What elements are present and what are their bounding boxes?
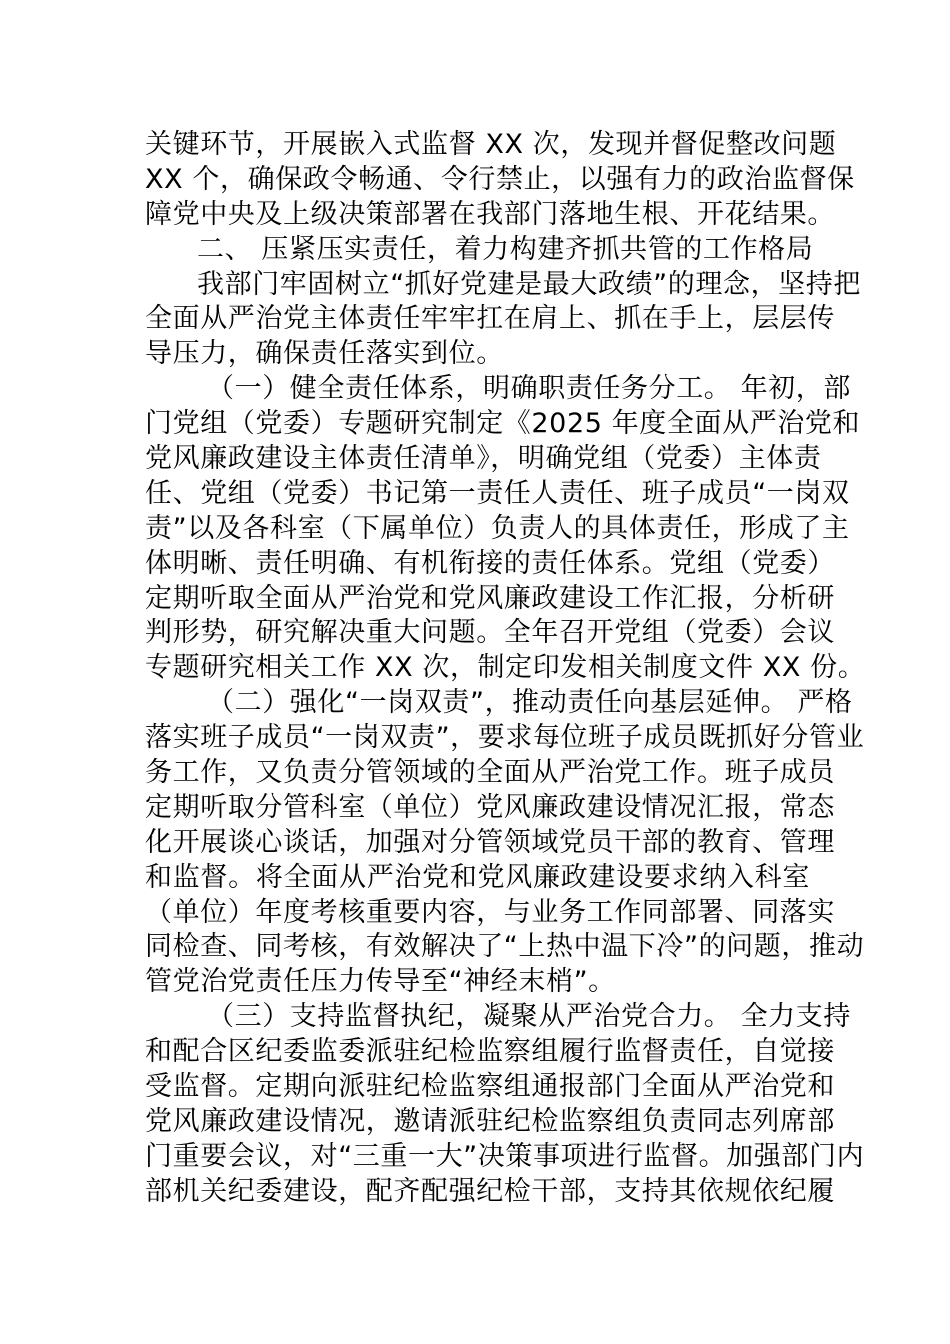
text-line: 定期听取全面从严治党和党风廉政建设工作汇报，分析研 [145,582,835,614]
text-line: （单位）年度考核重要内容，与业务工作同部署、同落实 [145,896,835,928]
text-line: 管党治党责任压力传导至“神经末梢”。 [145,966,616,998]
text-line: 部机关纪委建设，配齐配强纪检干部，支持其依规依纪履 [145,1175,835,1207]
section-heading [145,233,814,268]
paragraph-section-intro [145,268,861,373]
text-line: 体明晰、责任明确、有机衔接的责任体系。党组（党委） [145,547,835,579]
text-line: 同检查、同考核，有效解决了“上热中温下冷”的问题，推动 [145,931,865,963]
subsection-title-line: （一）健全责任体系，明确职责任务分工。 年初，部 [207,373,851,405]
text-line: 定期听取分管科室（单位）党风廉政建设情况汇报，常态 [145,791,835,823]
text-line: 专题研究相关工作 XX 次，制定印发相关制度文件 XX 份。 [145,652,866,684]
text-line: 判形势，研究解决重大问题。全年召开党组（党委）会议 [145,617,835,649]
text-line: 和配合区纪委监委派驻纪检监察组履行监督责任，自觉接 [145,1036,835,1068]
text-line: 任、党组（党委）书记第一责任人责任、班子成员“一岗双 [145,477,850,509]
text-line: 党风廉政建设情况，邀请派驻纪检监察组负责同志列席部 [145,1105,835,1137]
text-line: 党风廉政建设主体责任清单》，明确党组（党委）主体责 [145,443,822,475]
paragraph-subsection-1 [145,372,866,686]
paragraph-continuation [145,128,855,233]
text-line: XX 个，确保政令畅通、令行禁止，以强有力的政治监督保 [145,163,855,195]
text-line: 落实班子成员“一岗双责”，要求每位班子成员既抓好分管业 [145,722,865,754]
text-line: 务工作，又负责分管领域的全面从严治党工作。班子成员 [145,757,835,789]
text-line: 受监督。定期向派驻纪检监察组通报部门全面从严治党和 [145,1071,835,1103]
paragraph-subsection-2 [145,686,865,1000]
text-line: 全面从严治党主体责任牢牢扛在肩上、抓在手上，层层传 [145,303,835,335]
document-body [145,128,866,1210]
section-heading-text: 二、 压紧压实责任，着力构建齐抓共管的工作格局 [197,233,814,265]
text-line: 关键环节，开展嵌入式监督 XX 次，发现并督促整改问题 [145,129,837,160]
text-line: 障党中央及上级决策部署在我部门落地生根、开花结果。 [145,198,835,230]
text-line: 我部门牢固树立“抓好党建是最大政绩”的理念，坚持把 [197,268,861,300]
text-line: 化开展谈心谈话，加强对分管领域党员干部的教育、管理 [145,826,835,858]
text-line: 导压力，确保责任落实到位。 [145,338,504,370]
text-line: 责”以及各科室（下属单位）负责人的具体责任，形成了主 [145,512,850,544]
subsection-title-line: （二）强化“一岗双责”，推动责任向基层延伸。 严格 [207,687,853,719]
text-line: 门党组（党委）专题研究制定《2025 年度全面从严治党和 [145,408,861,440]
text-line: 门重要会议，对“三重一大”决策事项进行监督。加强部门内 [145,1140,865,1172]
text-line: 和监督。将全面从严治党和党风廉政建设要求纳入科室 [145,861,810,893]
subsection-title-line: （三）支持监督执纪，凝聚从严治党合力。 全力支持 [207,1001,851,1033]
paragraph-subsection-3 [145,1000,865,1209]
